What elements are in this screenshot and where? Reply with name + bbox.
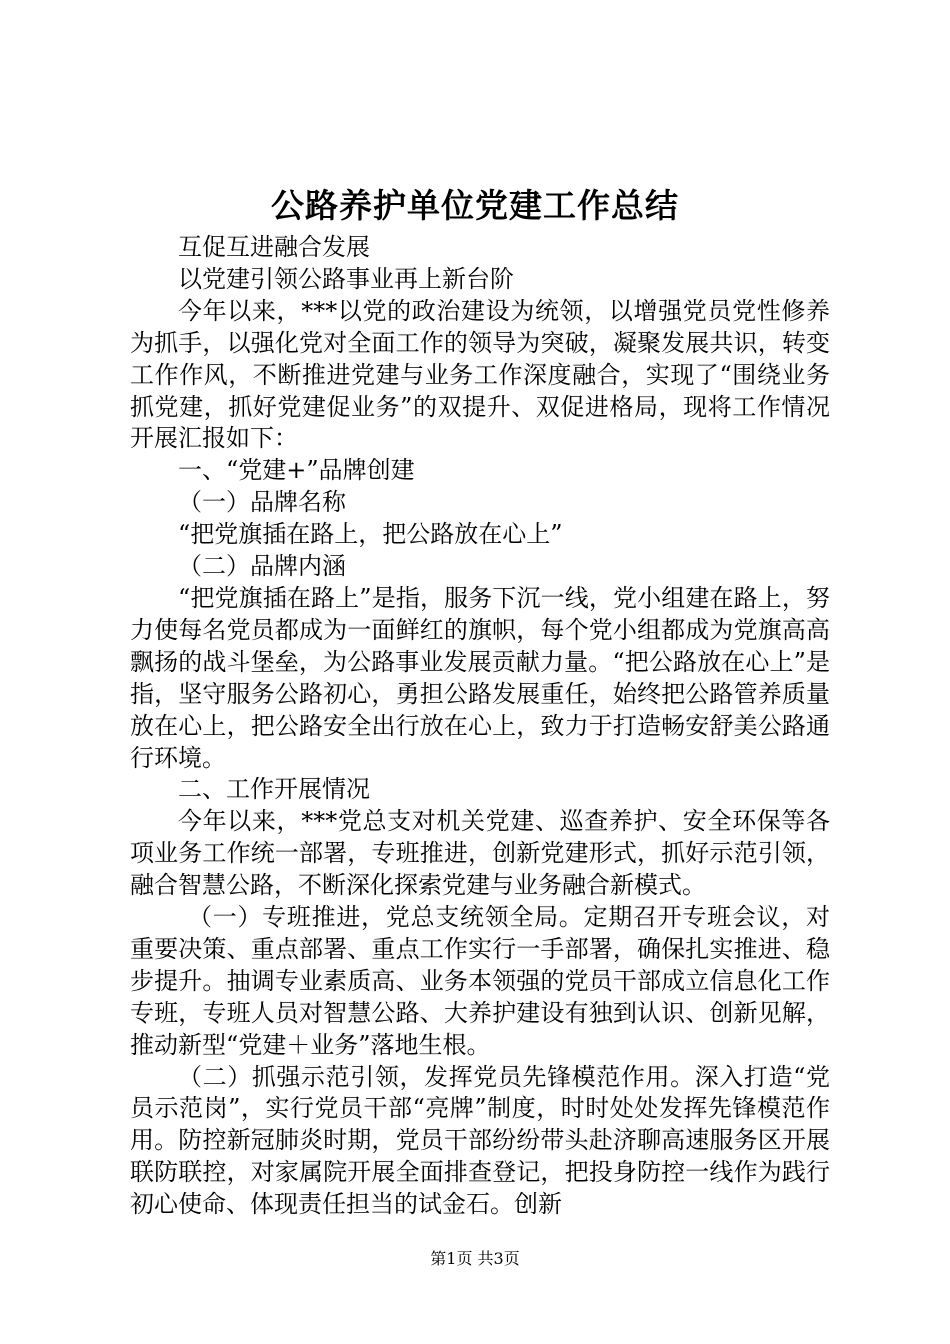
subheading-brand-meaning: （二）品牌内涵 — [178, 552, 346, 581]
section-heading-2: 二、工作开展情况 — [178, 775, 370, 804]
paragraph-brand-meaning: “把党旗插在路上”是指，服务下沉一线，党小组建在路上，努力使每名党员都成为一面鲜红的旗帜，每个党小组都成为党旗高高飘扬的战斗堡垒，为公路事业发展贡献力量。“把公路放在心上”是指，坚守服务公路初心，勇担公路发展重任，始终把公路管养质量放在心上，把公路安全出行放在心上，致力于打造畅安舒美公路通行环境。 — [130, 583, 830, 772]
paragraph-2: 以党建引领公路事业再上新台阶 — [178, 264, 514, 293]
paragraph-work-overview: 今年以来，***党总支对机关党建、巡查养护、安全环保等各项业务工作统一部署，专班推进，创新党建形式，抓好示范引领，融合智慧公路，不断深化探索党建与业务融合新模式。 — [130, 807, 830, 900]
paragraph-1: 互促互进融合发展 — [178, 233, 370, 261]
paragraph-item-2: （二）抓强示范引领，发挥党员先锋模范作用。深入打造“党员示范岗”，实行党员干部“亮牌”制度，时时处处发挥先锋模范作用。防控新冠肺炎时期，党员干部纷纷带头赴济聊高速服务区开展联防联控，对家属院开展全面排查登记，把投身防控一线作为践行初心使命、体现责任担当的试金石。创新 — [130, 1062, 830, 1219]
subheading-brand-name: （一）品牌名称 — [178, 488, 346, 517]
page-footer: 第1页 共3页 — [430, 1249, 520, 1268]
paragraph-3: 今年以来，***以党的政治建设为统领，以增强党员党性修养为抓手，以强化党对全面工作的领导为突破，凝聚发展共识，转变工作作风，不断推进党建与业务工作深度融合，实现了“围绕业务抓党建，抓好党建促业务”的双提升、双促进格局，现将工作情况开展汇报如下： — [130, 296, 830, 453]
brand-slogan: “把党旗插在路上，把公路放在心上” — [178, 520, 563, 549]
document-title: 公路养护单位党建工作总结 — [271, 186, 679, 225]
section-heading-1: 一、“党建+”品牌创建 — [178, 456, 415, 485]
document-body — [130, 232, 830, 1221]
paragraph-item-1: （一）专班推进，党总支统领全局。定期召开专班会议，对重要决策、重点部署、重点工作实行一手部署，确保扎实推进、稳步提升。抽调专业素质高、业务本领强的党员干部成立信息化工作专班，专班人员对智慧公路、大养护建设有独到认识、创新见解，推动新型“党建＋业务”落地生根。 — [130, 903, 830, 1059]
